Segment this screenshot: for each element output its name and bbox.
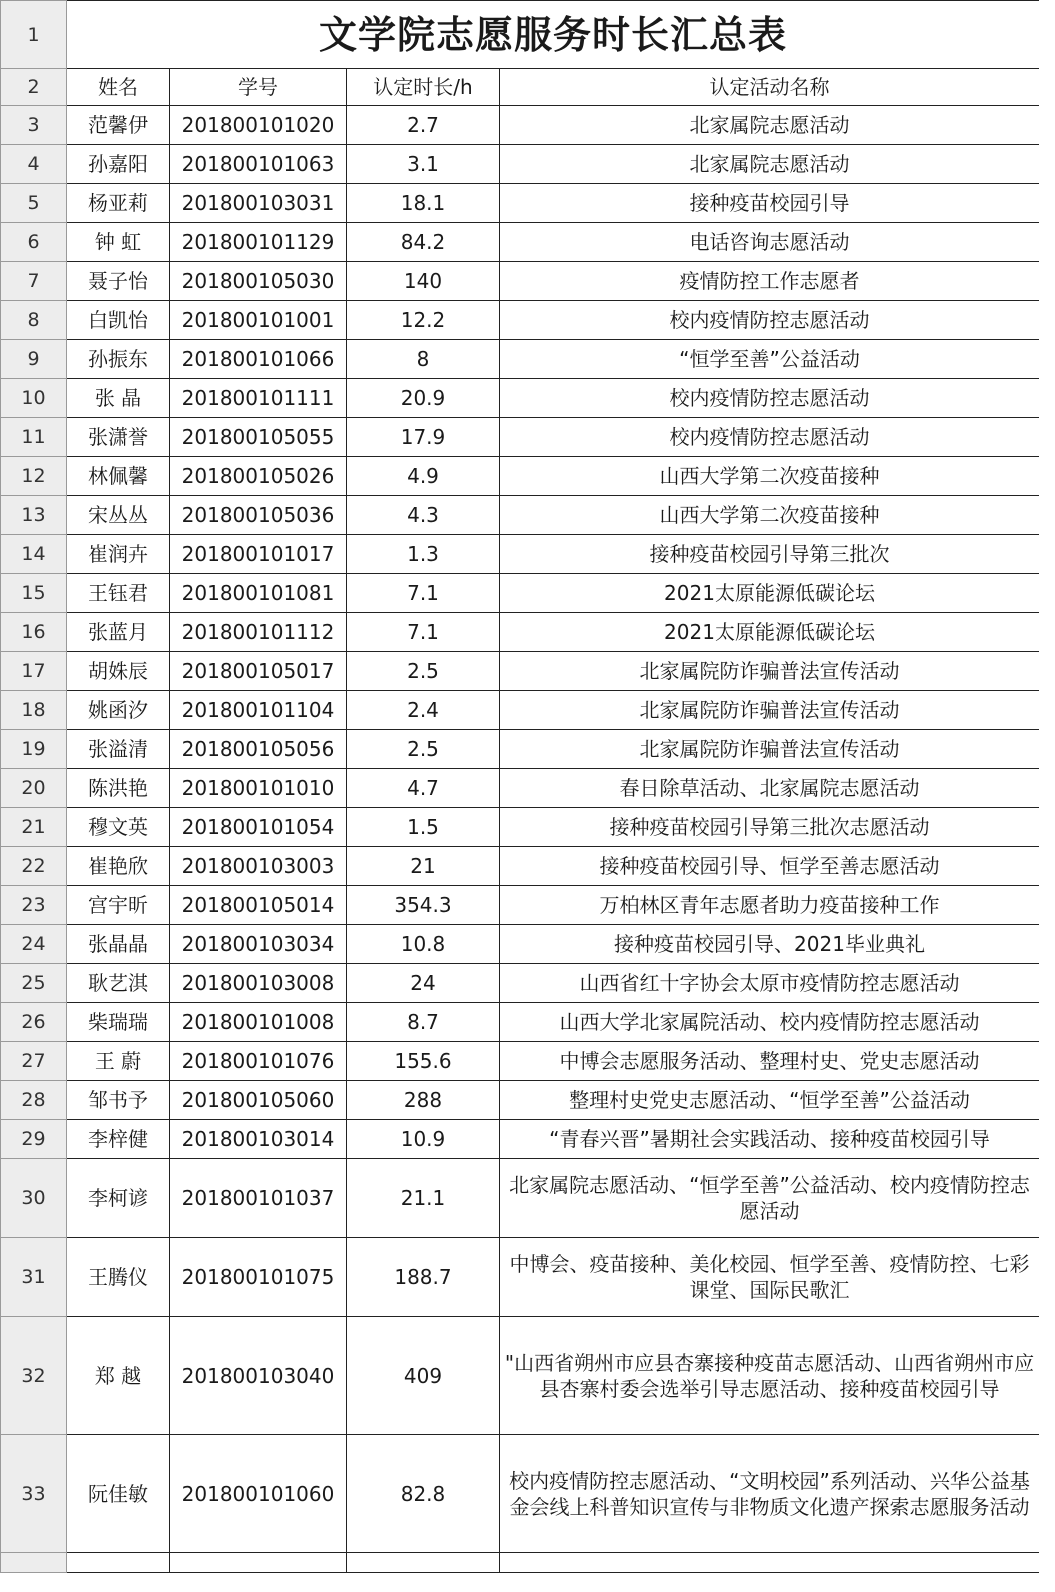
cell-name[interactable]: 孙振东 [67,340,170,379]
table-row [1,379,1040,418]
table-row [1,106,1040,145]
table-row [1,1159,1040,1238]
cell-student-id[interactable]: 201800101063 [170,145,347,184]
cell-activity[interactable]: 北家属院志愿活动 [500,145,1040,184]
cell-activity[interactable]: “青春兴晋”暑期社会实践活动、接种疫苗校园引导 [500,1120,1040,1159]
table-row [1,184,1040,223]
row-number[interactable]: 26 [1,1003,67,1042]
cell-activity[interactable]: 疫情防控工作志愿者 [500,262,1040,301]
cell-activity[interactable]: 接种疫苗校园引导 [500,184,1040,223]
cell-name[interactable]: 白凯怡 [67,301,170,340]
cell-name[interactable]: 陈洪艳 [67,769,170,808]
row-number[interactable]: 21 [1,808,67,847]
table-row [1,574,1040,613]
cell-student-id[interactable]: 201800101037 [170,1159,347,1238]
cell-activity[interactable]: 山西大学第二次疫苗接种 [500,457,1040,496]
cell-hours[interactable]: 18.1 [347,184,500,223]
cell-name[interactable]: 柴瑞瑞 [67,1003,170,1042]
row-number[interactable]: 13 [1,496,67,535]
empty-cell[interactable] [67,1553,170,1573]
cell-activity[interactable]: 山西大学第二次疫苗接种 [500,496,1040,535]
cell-name[interactable]: 林佩馨 [67,457,170,496]
cell-activity[interactable]: 万柏林区青年志愿者助力疫苗接种工作 [500,886,1040,925]
table-row [1,223,1040,262]
row-number[interactable]: 29 [1,1120,67,1159]
cell-name[interactable]: 张 晶 [67,379,170,418]
row-number[interactable]: 12 [1,457,67,496]
cell-student-id[interactable]: 201800101076 [170,1042,347,1081]
table-row [1,1317,1040,1435]
row-number[interactable]: 25 [1,964,67,1003]
cell-activity[interactable]: “恒学至善”公益活动 [500,340,1040,379]
row-number[interactable]: 10 [1,379,67,418]
cell-student-id[interactable]: 201800101075 [170,1238,347,1317]
table-row [1,613,1040,652]
cell-hours[interactable]: 409 [347,1317,500,1435]
cell-activity[interactable]: 北家属院防诈骗普法宣传活动 [500,730,1040,769]
cell-activity[interactable]: 校内疫情防控志愿活动 [500,379,1040,418]
cell-student-id[interactable]: 201800105060 [170,1081,347,1120]
header-row [1,69,1040,106]
empty-cell[interactable] [500,1553,1040,1573]
table-row [1,496,1040,535]
cell-student-id[interactable]: 201800105030 [170,262,347,301]
cell-hours[interactable]: 4.9 [347,457,500,496]
row-number[interactable]: 27 [1,1042,67,1081]
cell-hours[interactable]: 84.2 [347,223,500,262]
sheet-title[interactable]: 文学院志愿服务时长汇总表 [67,1,1040,69]
table-row [1,1042,1040,1081]
cell-student-id[interactable]: 201800103031 [170,184,347,223]
cell-name[interactable]: 张溢清 [67,730,170,769]
cell-hours[interactable]: 21 [347,847,500,886]
empty-cell[interactable] [170,1553,347,1573]
table-row [1,457,1040,496]
cell-name[interactable]: 范馨伊 [67,106,170,145]
cell-hours[interactable]: 2.7 [347,106,500,145]
cell-hours[interactable]: 8 [347,340,500,379]
row-number[interactable]: 14 [1,535,67,574]
header-name[interactable]: 姓名 [67,69,170,106]
cell-name[interactable]: 张潇誉 [67,418,170,457]
cell-name[interactable]: 王钰君 [67,574,170,613]
header-activity[interactable]: 认定活动名称 [500,69,1040,106]
table-row [1,418,1040,457]
cell-student-id[interactable]: 201800101129 [170,223,347,262]
cell-student-id[interactable]: 201800101066 [170,340,347,379]
cell-hours[interactable]: 2.5 [347,652,500,691]
table-row [1,925,1040,964]
table-row [1,730,1040,769]
cell-student-id[interactable]: 201800105055 [170,418,347,457]
cell-activity[interactable]: 接种疫苗校园引导第三批次 [500,535,1040,574]
cell-hours[interactable]: 7.1 [347,574,500,613]
cell-name[interactable]: 王腾仪 [67,1238,170,1317]
cell-name[interactable]: 李梓健 [67,1120,170,1159]
cell-student-id[interactable]: 201800105036 [170,496,347,535]
cell-hours[interactable]: 10.8 [347,925,500,964]
cell-student-id[interactable]: 201800101060 [170,1435,347,1553]
table-row [1,847,1040,886]
cell-hours[interactable]: 288 [347,1081,500,1120]
empty-cell[interactable] [347,1553,500,1573]
row-number[interactable]: 8 [1,301,67,340]
table-row [1,535,1040,574]
cell-activity[interactable]: 山西省红十字协会太原市疫情防控志愿活动 [500,964,1040,1003]
cell-hours[interactable]: 20.9 [347,379,500,418]
row-number[interactable]: 9 [1,340,67,379]
cell-student-id[interactable]: 201800101008 [170,1003,347,1042]
row-number[interactable]: 15 [1,574,67,613]
cell-hours[interactable]: 17.9 [347,418,500,457]
table-row [1,1081,1040,1120]
cell-hours[interactable]: 155.6 [347,1042,500,1081]
header-hours[interactable]: 认定时长/h [347,69,500,106]
cell-student-id[interactable]: 201800105056 [170,730,347,769]
cell-name[interactable]: 宋丛丛 [67,496,170,535]
cell-name[interactable]: 张蓝月 [67,613,170,652]
table-row [1,1238,1040,1317]
row-number[interactable]: 30 [1,1159,67,1238]
cell-name[interactable]: 邹书予 [67,1081,170,1120]
cell-hours[interactable]: 12.2 [347,301,500,340]
cell-student-id[interactable]: 201800103014 [170,1120,347,1159]
cell-name[interactable]: 崔艳欣 [67,847,170,886]
cell-name[interactable]: 崔润卉 [67,535,170,574]
cell-activity[interactable]: 校内疫情防控志愿活动、“文明校园”系列活动、兴华公益基金会线上科普知识宣传与非物质文化遗产探索志愿服务活动 [500,1435,1040,1553]
cell-name[interactable]: 胡姝辰 [67,652,170,691]
cell-activity[interactable]: 山西大学北家属院活动、校内疫情防控志愿活动 [500,1003,1040,1042]
cell-activity[interactable]: 电话咨询志愿活动 [500,223,1040,262]
row-number[interactable]: 2 [1,69,67,106]
cell-student-id[interactable]: 201800101001 [170,301,347,340]
sheet-edge [1039,0,1055,1592]
row-number[interactable]: 32 [1,1317,67,1435]
row-number[interactable]: 31 [1,1238,67,1317]
cell-activity[interactable]: 接种疫苗校园引导、恒学至善志愿活动 [500,847,1040,886]
cell-hours[interactable]: 1.3 [347,535,500,574]
cell-student-id[interactable]: 201800105017 [170,652,347,691]
cell-activity[interactable]: 北家属院志愿活动、“恒学至善”公益活动、校内疫情防控志愿活动 [500,1159,1040,1238]
cell-hours[interactable]: 1.5 [347,808,500,847]
empty-row [1,1553,1040,1573]
cell-hours[interactable]: 4.7 [347,769,500,808]
cell-hours[interactable]: 7.1 [347,613,500,652]
cell-activity[interactable]: 接种疫苗校园引导、2021毕业典礼 [500,925,1040,964]
cell-student-id[interactable]: 201800101081 [170,574,347,613]
cell-name[interactable]: 张晶晶 [67,925,170,964]
cell-name[interactable]: 杨亚莉 [67,184,170,223]
cell-name[interactable]: 聂子怡 [67,262,170,301]
cell-activity[interactable]: 北家属院防诈骗普法宣传活动 [500,691,1040,730]
table-row [1,1120,1040,1159]
cell-name[interactable]: 王 蔚 [67,1042,170,1081]
cell-hours[interactable]: 2.5 [347,730,500,769]
row-number[interactable]: 3 [1,106,67,145]
cell-student-id[interactable]: 201800103008 [170,964,347,1003]
header-student-id[interactable]: 学号 [170,69,347,106]
cell-hours[interactable]: 82.8 [347,1435,500,1553]
row-number[interactable]: 28 [1,1081,67,1120]
cell-student-id[interactable]: 201800101112 [170,613,347,652]
cell-activity[interactable]: 春日除草活动、北家属院志愿活动 [500,769,1040,808]
cell-student-id[interactable]: 201800105026 [170,457,347,496]
cell-activity[interactable]: 2021太原能源低碳论坛 [500,613,1040,652]
cell-student-id[interactable]: 201800103034 [170,925,347,964]
cell-name[interactable]: 耿艺淇 [67,964,170,1003]
cell-name[interactable]: 郑 越 [67,1317,170,1435]
table-row [1,1435,1040,1553]
cell-hours[interactable]: 8.7 [347,1003,500,1042]
row-number[interactable]: 18 [1,691,67,730]
row-number[interactable]: 1 [1,1,67,69]
cell-activity[interactable]: "山西省朔州市应县杏寨接种疫苗志愿活动、山西省朔州市应县杏寨村委会选举引导志愿活动、接种疫苗校园引导 [500,1317,1040,1435]
cell-activity[interactable]: 整理村史党史志愿活动、“恒学至善”公益活动 [500,1081,1040,1120]
table-row [1,808,1040,847]
row-number[interactable]: 5 [1,184,67,223]
cell-activity[interactable]: 校内疫情防控志愿活动 [500,418,1040,457]
row-number[interactable]: 23 [1,886,67,925]
row-number[interactable]: 20 [1,769,67,808]
table-row [1,769,1040,808]
cell-activity[interactable]: 校内疫情防控志愿活动 [500,301,1040,340]
row-number[interactable]: 24 [1,925,67,964]
cell-hours[interactable]: 10.9 [347,1120,500,1159]
cell-hours[interactable]: 24 [347,964,500,1003]
cell-activity[interactable]: 北家属院防诈骗普法宣传活动 [500,652,1040,691]
cell-hours[interactable]: 354.3 [347,886,500,925]
empty-cell[interactable] [1,1553,67,1573]
cell-student-id[interactable]: 201800101020 [170,106,347,145]
cell-activity[interactable]: 接种疫苗校园引导第三批次志愿活动 [500,808,1040,847]
cell-hours[interactable]: 3.1 [347,145,500,184]
cell-activity[interactable]: 中博会、疫苗接种、美化校园、恒学至善、疫情防控、七彩课堂、国际民歌汇 [500,1238,1040,1317]
table-row [1,145,1040,184]
table-row [1,652,1040,691]
row-number[interactable]: 17 [1,652,67,691]
cell-hours[interactable]: 188.7 [347,1238,500,1317]
row-number[interactable]: 7 [1,262,67,301]
table-row [1,340,1040,379]
row-number[interactable]: 16 [1,613,67,652]
row-number[interactable]: 33 [1,1435,67,1553]
cell-name[interactable]: 阮佳敏 [67,1435,170,1553]
cell-hours[interactable]: 2.4 [347,691,500,730]
cell-student-id[interactable]: 201800105014 [170,886,347,925]
cell-name[interactable]: 李柯谚 [67,1159,170,1238]
cell-student-id[interactable]: 201800101111 [170,379,347,418]
cell-name[interactable]: 穆文英 [67,808,170,847]
row-number[interactable]: 11 [1,418,67,457]
table-row [1,301,1040,340]
cell-student-id[interactable]: 201800101017 [170,535,347,574]
row-number[interactable]: 19 [1,730,67,769]
cell-name[interactable]: 姚函汐 [67,691,170,730]
cell-hours[interactable]: 21.1 [347,1159,500,1238]
cell-student-id[interactable]: 201800101104 [170,691,347,730]
cell-name[interactable]: 宫宇昕 [67,886,170,925]
table-row [1,262,1040,301]
table-row [1,964,1040,1003]
cell-activity[interactable]: 2021太原能源低碳论坛 [500,574,1040,613]
cell-activity[interactable]: 中博会志愿服务活动、整理村史、党史志愿活动 [500,1042,1040,1081]
title-row [1,1,1040,69]
cell-student-id[interactable]: 201800101054 [170,808,347,847]
table-row [1,691,1040,730]
table-row [1,886,1040,925]
cell-name[interactable]: 钟 虹 [67,223,170,262]
row-number[interactable]: 6 [1,223,67,262]
row-number[interactable]: 22 [1,847,67,886]
cell-hours[interactable]: 4.3 [347,496,500,535]
cell-name[interactable]: 孙嘉阳 [67,145,170,184]
cell-activity[interactable]: 北家属院志愿活动 [500,106,1040,145]
table-row [1,1003,1040,1042]
cell-student-id[interactable]: 201800103040 [170,1317,347,1435]
cell-student-id[interactable]: 201800103003 [170,847,347,886]
cell-student-id[interactable]: 201800101010 [170,769,347,808]
row-number[interactable]: 4 [1,145,67,184]
cell-hours[interactable]: 140 [347,262,500,301]
